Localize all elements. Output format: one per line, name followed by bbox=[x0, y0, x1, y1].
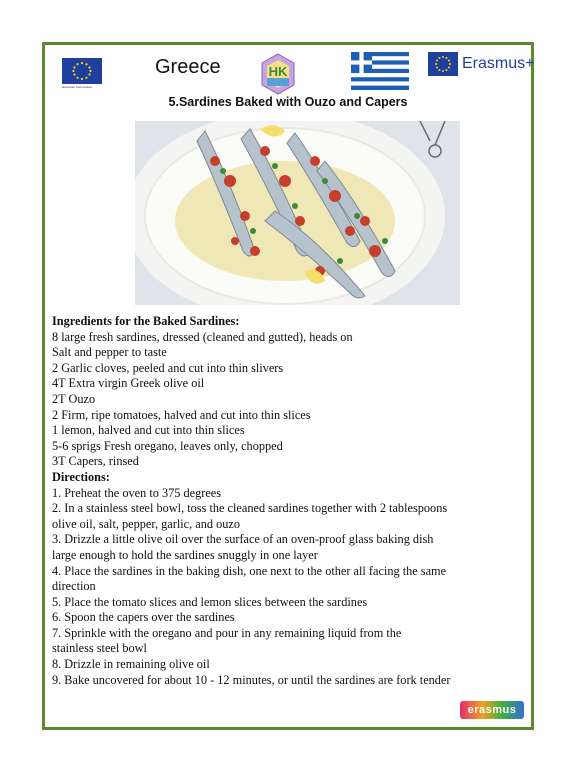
directions-heading: Directions: bbox=[52, 469, 110, 484]
direction-line: 4. Place the sardines in the baking dish, one next to the other all facing the same bbox=[52, 563, 447, 578]
direction-line: 1. Preheat the oven to 375 degrees bbox=[52, 485, 222, 500]
greek-flag-icon bbox=[351, 52, 409, 90]
direction-line: 2. In a stainless steel bowl, toss the cleaned sardines together with 2 tablespoons bbox=[52, 501, 448, 516]
eu-commission-logo bbox=[52, 52, 112, 94]
ingredient-item: 5-6 sprigs Fresh oregano, leaves only, chopped bbox=[52, 438, 283, 453]
direction-line: olive oil, salt, pepper, garlic, and ouzo bbox=[52, 516, 241, 531]
ingredient-item: 2T Ouzo bbox=[52, 391, 96, 406]
erasmus-plus-logo bbox=[428, 52, 535, 78]
direction-line: large enough to hold the sardines snuggly in one layer bbox=[52, 547, 318, 562]
sardines-dish-photo bbox=[135, 121, 460, 305]
ingredient-item: 4T Extra virgin Greek olive oil bbox=[52, 376, 205, 391]
recipe-title: 5.Sardines Baked with Ouzo and Capers bbox=[168, 95, 408, 109]
erasmus-plus-label: Erasmus+ bbox=[462, 55, 535, 72]
country-title: Greece bbox=[155, 56, 221, 78]
direction-line: 6. Spoon the capers over the sardines bbox=[52, 610, 235, 625]
directions-list bbox=[52, 486, 522, 689]
ingredient-item: 3T Capers, rinsed bbox=[52, 454, 139, 469]
ingredient-item: Salt and pepper to taste bbox=[52, 345, 167, 360]
ingredient-item: 2 Firm, ripe tomatoes, halved and cut into thin slices bbox=[52, 407, 311, 422]
eu-flag-icon bbox=[62, 58, 102, 84]
eu-caption: European Commission bbox=[62, 85, 93, 89]
recipe-content bbox=[52, 314, 522, 688]
direction-line: 3. Drizzle a little olive oil over the surface of an oven-proof glass baking dish bbox=[52, 532, 434, 547]
direction-line: stainless steel bowl bbox=[52, 641, 147, 656]
eu-flag-icon bbox=[428, 52, 458, 76]
erasmus-footer-logo bbox=[460, 701, 524, 719]
erasmus-footer-text: erasmus bbox=[467, 704, 517, 716]
direction-line: 5. Place the tomato slices and lemon slices between the sardines bbox=[52, 594, 368, 609]
ingredients-heading: Ingredients for the Baked Sardines: bbox=[52, 314, 240, 328]
school-logo bbox=[258, 52, 298, 96]
direction-line: 7. Sprinkle with the oregano and pour in any remaining liquid from the bbox=[52, 625, 402, 640]
school-logo-text: HK bbox=[268, 64, 288, 79]
ingredient-item: 8 large fresh sardines, dressed (cleaned and gutted), heads on bbox=[52, 329, 353, 344]
direction-line: 9. Bake uncovered for about 10 - 12 minutes, or until the sardines are fork tender bbox=[52, 672, 451, 687]
ingredient-item: 1 lemon, halved and cut into thin slices bbox=[52, 423, 245, 438]
ingredients-list bbox=[52, 330, 522, 470]
ingredient-item: 2 Garlic cloves, peeled and cut into thin slivers bbox=[52, 360, 284, 375]
direction-line: direction bbox=[52, 579, 96, 594]
direction-line: 8. Drizzle in remaining olive oil bbox=[52, 657, 210, 672]
